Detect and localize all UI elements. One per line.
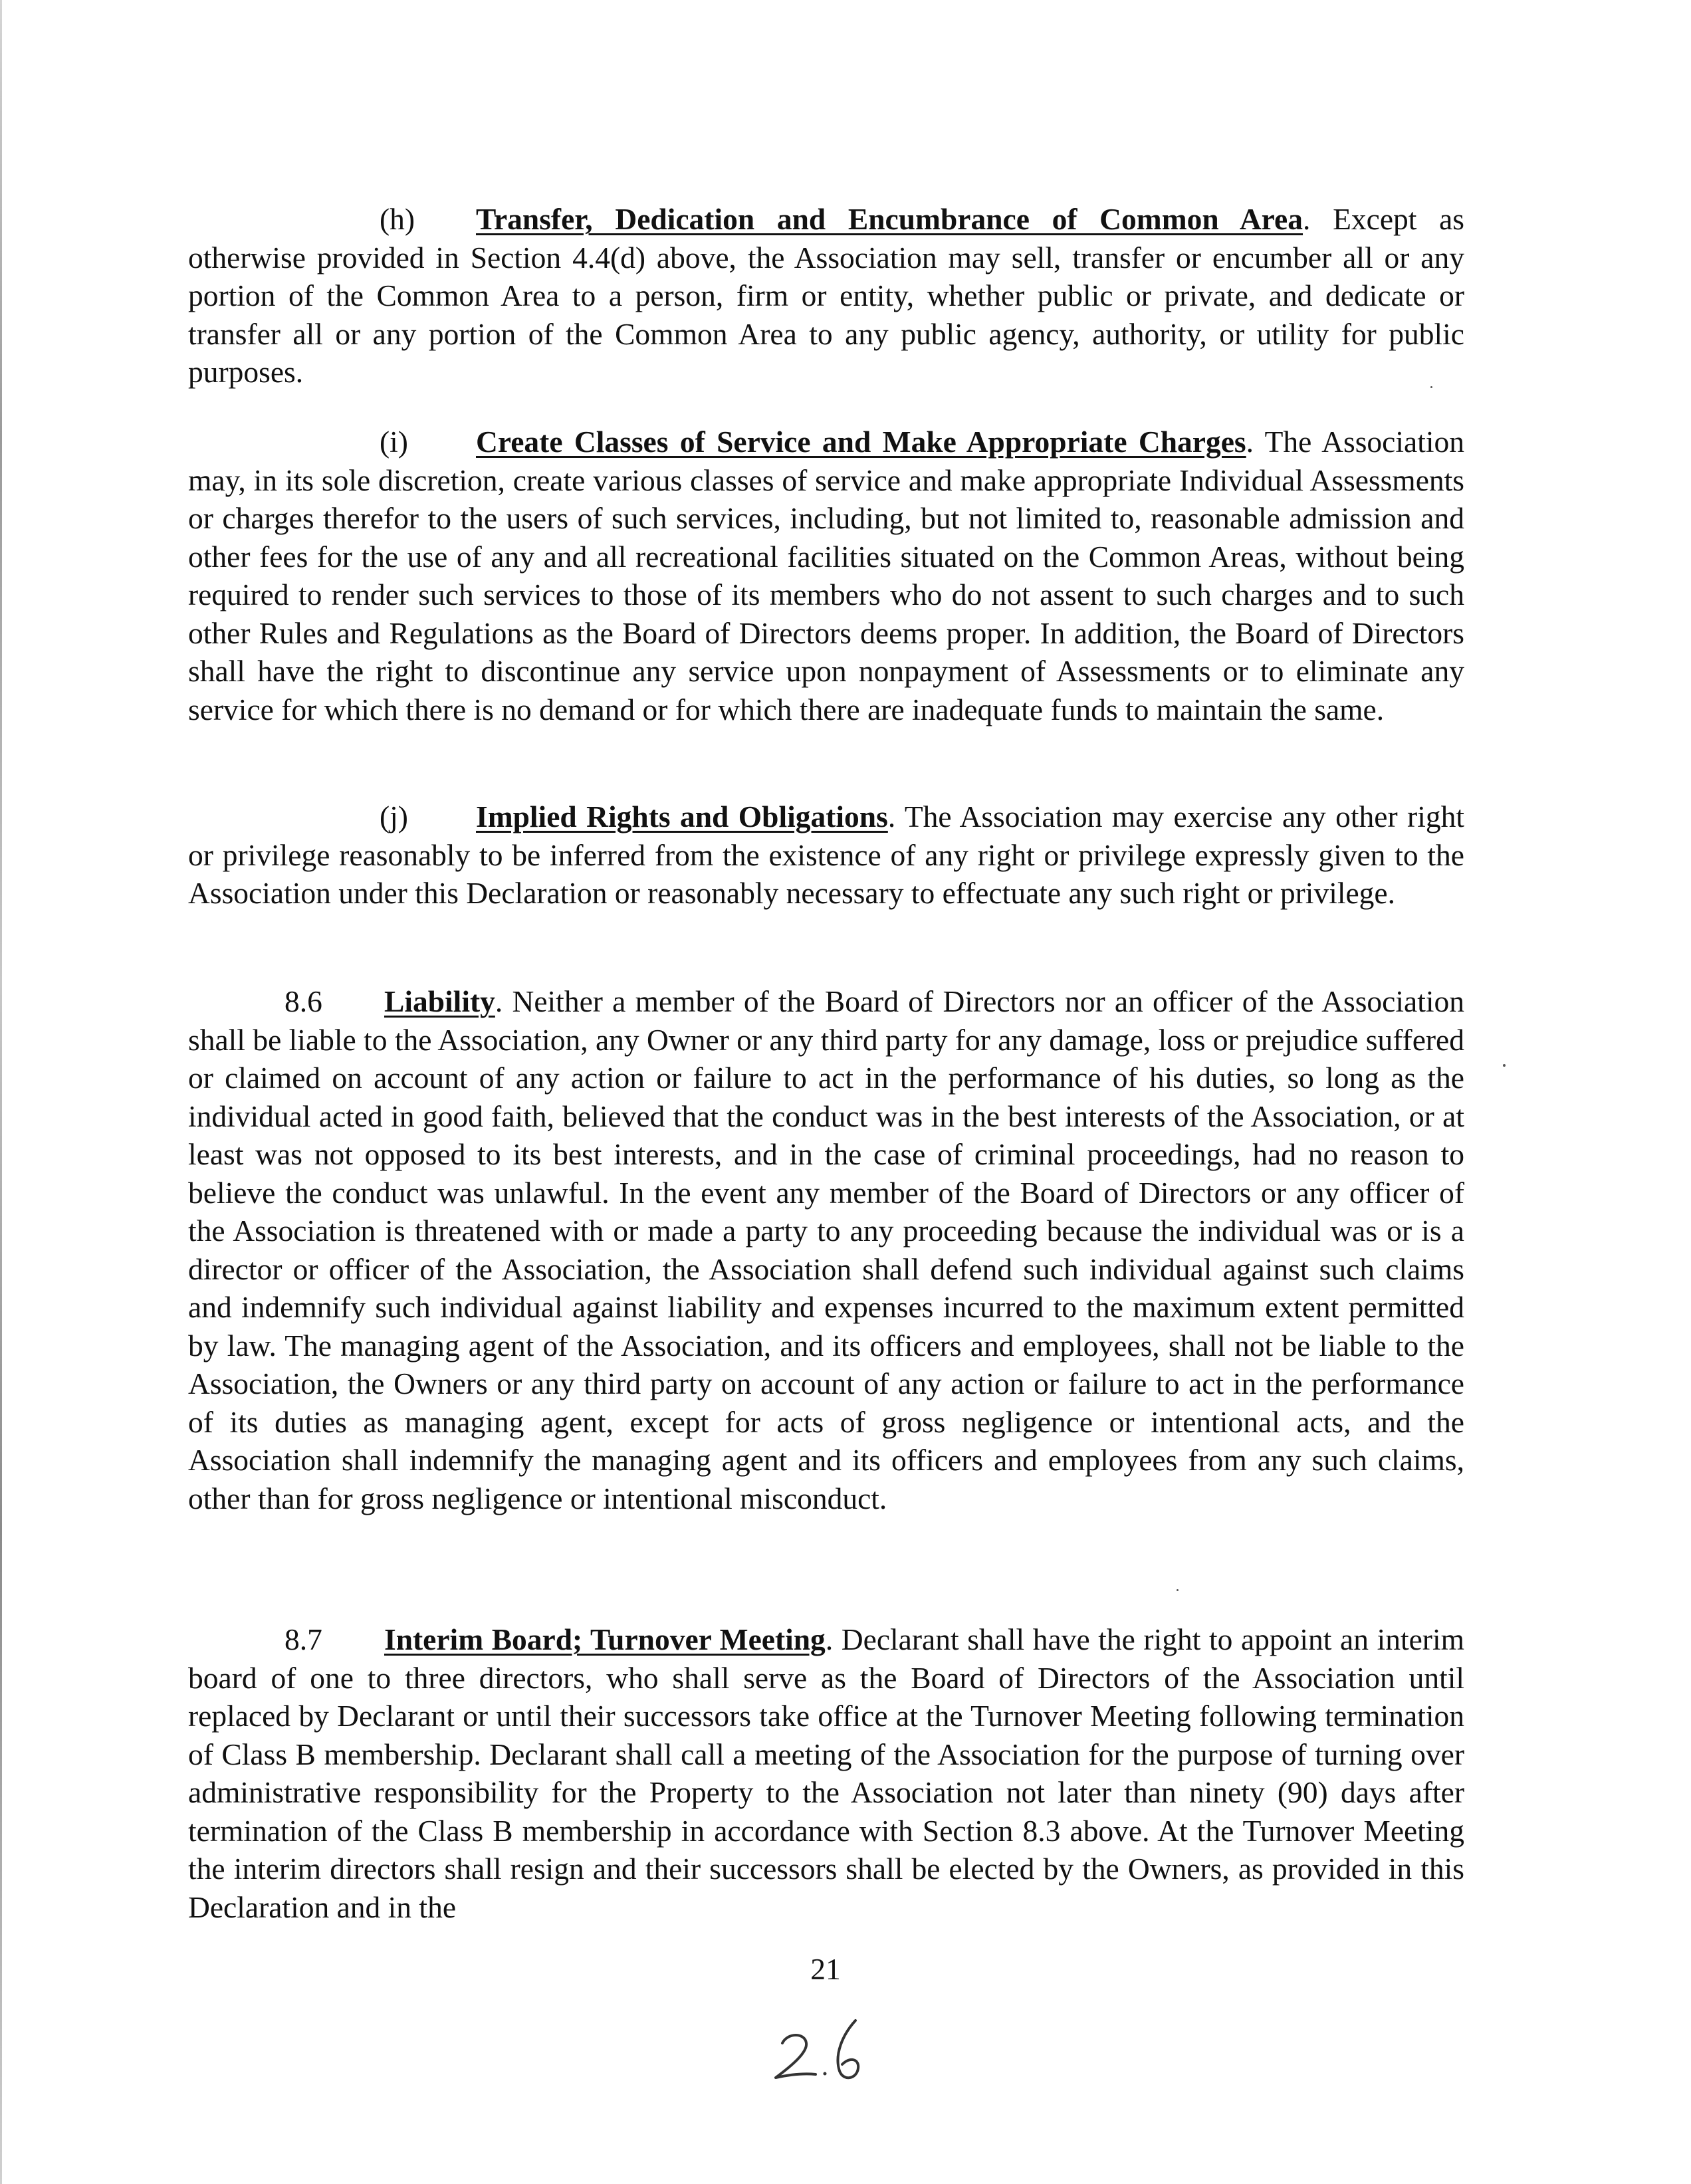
paragraph-heading: Interim Board; Turnover Meeting — [384, 1622, 826, 1656]
paragraph-body: . Declarant shall have the right to appoint an interim board of one to three directors, who shall serve as the Board of Directors of the Association until replaced by Declarant or until their successors take office at the Turnover Meeting following termination of Class B membership. Declarant shall call a meeting of the Association for the purpose of turning over administrative responsibility for the Property to the Association not later than ninety (90) days after termination of the Class B membership in accordance with Section 8.3 above. At the Turnover Meeting the interim directors shall resign and their successors shall be elected by the Owners, as provided in this Declaration and in the — [188, 1622, 1464, 1924]
paragraph-heading: Liability — [384, 984, 495, 1018]
scan-speck — [1430, 386, 1432, 388]
handwritten-page-mark — [768, 2009, 894, 2088]
paragraph-heading: Transfer, Dedication and Encumbrance of Common Area — [476, 202, 1303, 236]
paragraph-label: 8.6 — [284, 984, 322, 1018]
scan-speck — [1177, 1589, 1179, 1591]
paragraph-body: . Neither a member of the Board of Directors nor an officer of the Association shall be liable to the Association, any Owner or any third party for any damage, loss or prejudice suffered or claimed on account of any action or failure to act in the performance of his duties, so long as the individual acted in good faith, believed that the conduct was in the best interests of the Association, or at least was not opposed to its best interests, and in the case of criminal proceedings, had no reason to believe the conduct was unlawful. In the event any member of the Board of Directors or any officer of the Association is threatened with or made a party to any proceeding because the individual was or is a director or officer of the Association, the Association shall defend such individual against such claims and indemnify such individual against liability and expenses incurred to the maximum extent permitted by law. The managing agent of the Association, and its officers and employees, shall not be liable to the Association, the Owners or any third party on account of any action or failure to act in the performance of its duties as managing agent, except for acts of gross negligence or intentional acts, and the Association shall indemnify the managing agent and its officers and employees from any such claims, other than for gross negligence or intentional misconduct. — [188, 984, 1464, 1515]
scan-speck — [1503, 1064, 1506, 1067]
paragraph-i — [188, 423, 1464, 728]
paragraph-heading: Create Classes of Service and Make Appropriate Charges — [476, 425, 1246, 459]
paragraph-label: (h) — [380, 202, 415, 236]
paragraph-label: (i) — [380, 425, 408, 459]
scan-edge — [0, 0, 2, 2184]
paragraph-label: (j) — [380, 800, 408, 833]
paragraph-heading: Implied Rights and Obligations — [476, 800, 888, 833]
page-number: 21 — [810, 1952, 841, 1986]
paragraph-label: 8.7 — [284, 1622, 322, 1656]
paragraph-j — [188, 798, 1464, 913]
paragraph-body: . The Association may, in its sole discretion, create various classes of service and make appropriate Individual Assessments or charges therefor to the users of such services, including, but not limited to, reasonable admission and other fees for the use of any and all recreational facilities situated on the Common Areas, without being required to render such services to those of its members who do not assent to such charges and to such other Rules and Regulations as the Board of Directors deems proper. In addition, the Board of Directors shall have the right to discontinue any service upon nonpayment of Assessments or to eliminate any service for which there is no demand or for which there are inadequate funds to maintain the same. — [188, 425, 1464, 726]
paragraph-h — [188, 200, 1464, 391]
paragraph-body: . Except as otherwise provided in Section 4.4(d) above, the Association may sell, transfer or encumber all or any portion of the Common Area to a person, firm or entity, whether public or private, and dedicate or transfer all or any portion of the Common Area to any public agency, authority, or utility for public purposes. — [188, 202, 1464, 389]
paragraph-8-6 — [188, 982, 1464, 1517]
paragraph-body: . The Association may exercise any other right or privilege reasonably to be inferred from the existence of any right or privilege expressly given to the Association under this Declaration or reasonably necessary to effectuate any such right or privilege. — [188, 800, 1464, 910]
paragraph-8-7 — [188, 1620, 1464, 1926]
